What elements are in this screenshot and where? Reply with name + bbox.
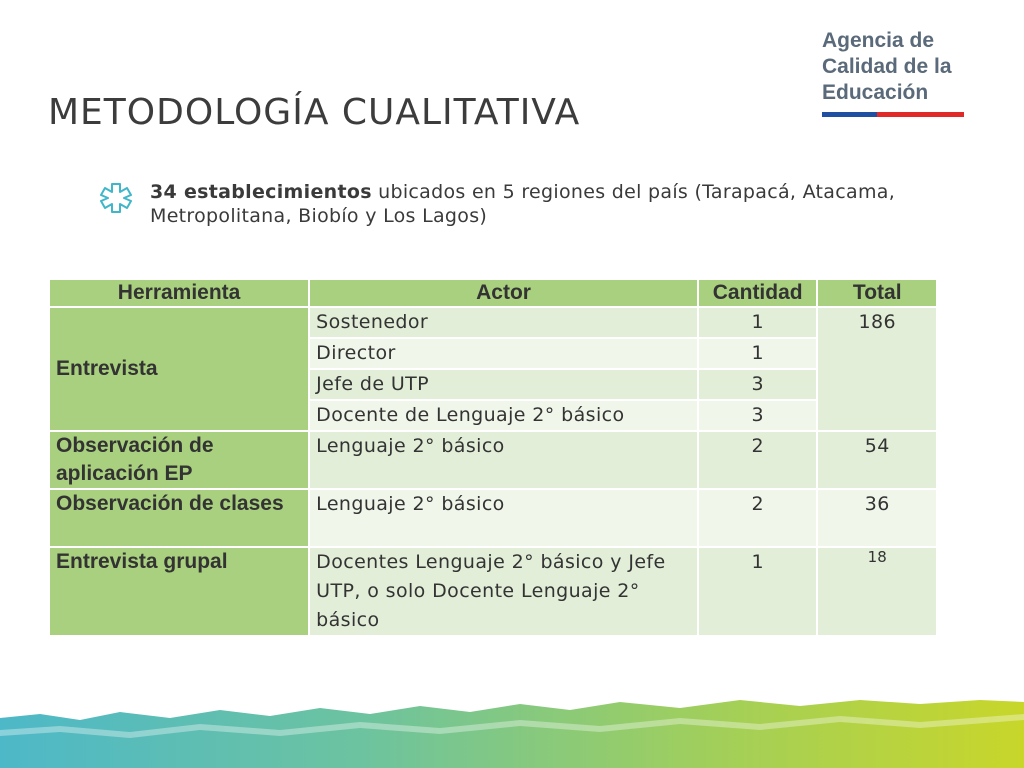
actor-cell: Jefe de UTP (310, 370, 697, 399)
quantity-cell: 1 (699, 339, 817, 368)
header-actor: Actor (310, 280, 697, 306)
logo-line-3: Educación (822, 81, 929, 104)
total-cell: 186 (818, 308, 936, 430)
logo-line-2: Calidad de la (822, 55, 952, 78)
actor-cell: Docentes Lenguaje 2° básico y Jefe UTP, o solo Docente Lenguaje 2° básico (310, 548, 697, 635)
tool-cell: Observación de clases (50, 490, 308, 546)
actor-cell: Sostenedor (310, 308, 697, 337)
header-total: Total (818, 280, 936, 306)
quantity-cell: 3 (699, 370, 817, 399)
bullet-point (100, 180, 962, 228)
header-herramienta: Herramienta (50, 280, 308, 306)
decorative-brush-wave (0, 700, 1024, 768)
table-row (50, 490, 936, 546)
quantity-cell: 2 (699, 432, 817, 488)
bullet-text (150, 180, 962, 228)
quantity-cell: 3 (699, 401, 817, 430)
bullet-text-rest: ubicados en 5 regiones del país (Tarapacá, Atacama, Metropolitana, Biobío y Los Lagos) (150, 181, 896, 227)
asterisk-flower-icon (100, 182, 132, 214)
table-row (50, 308, 936, 337)
quantity-cell: 1 (699, 548, 817, 635)
quantity-cell: 2 (699, 490, 817, 546)
agency-logo (822, 28, 967, 117)
methodology-table (48, 278, 938, 637)
total-cell: 36 (818, 490, 936, 546)
actor-cell: Director (310, 339, 697, 368)
logo-line-1: Agencia de (822, 29, 935, 52)
quantity-cell: 1 (699, 308, 817, 337)
total-cell: 18 (818, 548, 936, 635)
actor-cell: Lenguaje 2° básico (310, 432, 697, 488)
total-cell: 54 (818, 432, 936, 488)
tool-cell: Entrevista grupal (50, 548, 308, 635)
logo-flag-bar (822, 112, 964, 117)
header-cantidad: Cantidad (699, 280, 817, 306)
tool-cell: Observación de aplicación EP (50, 432, 308, 488)
slide-title: METODOLOGÍA CUALITATIVA (48, 92, 581, 133)
bullet-text-bold: 34 establecimientos (150, 181, 372, 203)
actor-cell: Lenguaje 2° básico (310, 490, 697, 546)
tool-cell: Entrevista (50, 308, 308, 430)
actor-cell: Docente de Lenguaje 2° básico (310, 401, 697, 430)
table-row (50, 548, 936, 635)
table-header-row (50, 280, 936, 306)
table-row (50, 432, 936, 488)
